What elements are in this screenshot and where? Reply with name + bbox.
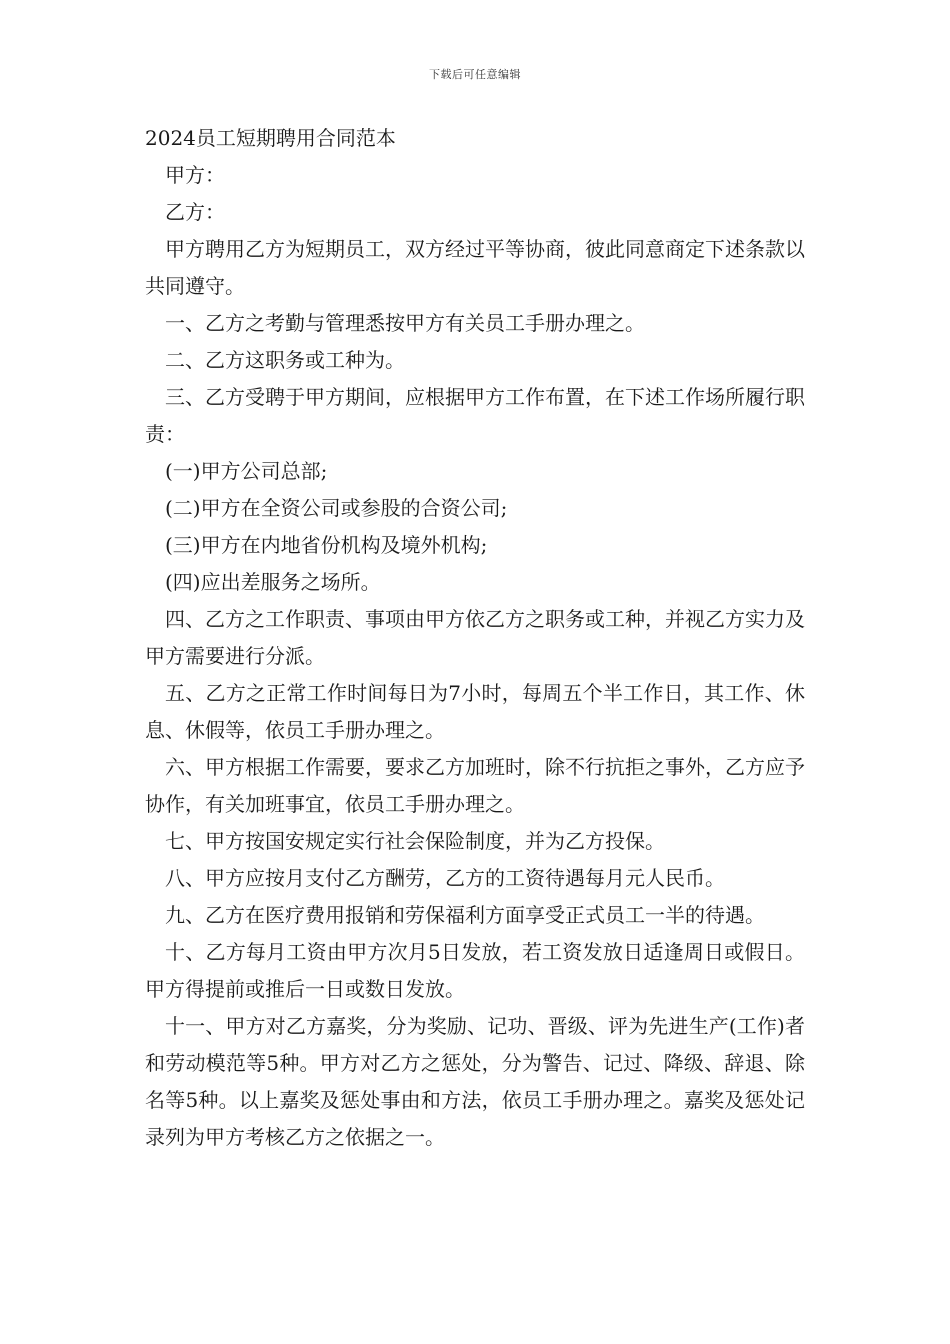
party-b-line: 乙方： <box>165 200 225 224</box>
clause-3-item-4: (四)应出差服务之场所。 <box>165 570 381 594</box>
clause-3-item-2: (二)甲方在全资公司或参股的合资公司; <box>165 496 508 520</box>
clause-11: 十一、甲方对乙方嘉奖，分为奖励、记功、晋级、评为先进生产(工作)者和劳动模范等5种。甲方对乙方之惩处，分为警告、记过、降级、辞退、除名等5种。以上嘉奖及惩处事由和方法，依员工手册办理之。嘉奖及惩处记录列为甲方考核乙方之依据之一。 <box>145 1014 805 1149</box>
clause-10: 十、乙方每月工资由甲方次月5日发放，若工资发放日适逢周日或假日。甲方得提前或推后一日或数日发放。 <box>145 940 805 1001</box>
clause-1: 一、乙方之考勤与管理悉按甲方有关员工手册办理之。 <box>165 311 645 335</box>
clause-8: 八、甲方应按月支付乙方酬劳，乙方的工资待遇每月元人民币。 <box>165 866 725 890</box>
clause-2: 二、乙方这职务或工种为。 <box>165 348 405 372</box>
clause-7: 七、甲方按国安规定实行社会保险制度，并为乙方投保。 <box>165 829 665 853</box>
intro-paragraph: 甲方聘用乙方为短期员工，双方经过平等协商，彼此同意商定下述条款以共同遵守。 <box>145 237 805 298</box>
clause-9: 九、乙方在医疗费用报销和劳保福利方面享受正式员工一半的待遇。 <box>165 903 765 927</box>
party-a-line: 甲方： <box>165 163 225 187</box>
clause-6: 六、甲方根据工作需要，要求乙方加班时，除不行抗拒之事外，乙方应予协作，有关加班事宜，依员工手册办理之。 <box>145 755 805 816</box>
clause-5: 五、乙方之正常工作时间每日为7小时，每周五个半工作日，其工作、休息、休假等，依员工手册办理之。 <box>145 681 805 742</box>
document-title: 2024员工短期聘用合同范本 <box>145 126 396 150</box>
clause-4: 四、乙方之工作职责、事项由甲方依乙方之职务或工种，并视乙方实力及甲方需要进行分派。 <box>145 607 805 668</box>
clause-3-item-3: (三)甲方在内地省份机构及境外机构; <box>165 533 488 557</box>
page-header-note: 下载后可任意编辑 <box>429 68 521 81</box>
clause-3: 三、乙方受聘于甲方期间，应根据甲方工作布置，在下述工作场所履行职责： <box>145 385 805 446</box>
clause-3-item-1: (一)甲方公司总部; <box>165 459 328 483</box>
document-body <box>145 120 805 1156</box>
